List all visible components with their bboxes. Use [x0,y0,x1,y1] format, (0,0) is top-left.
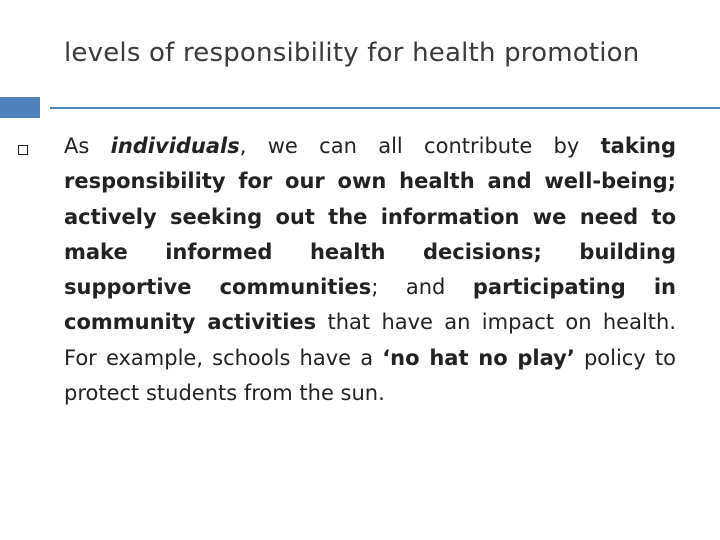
accent-divider-line [50,107,720,109]
paragraph-text: policy to protect students from the sun. [64,345,676,406]
paragraph-text: that have an impact on health. For example, schools have a [64,310,677,370]
emphasis-individuals: individuals [110,134,240,158]
emphasis-participating: participating in community activities [64,275,677,335]
paragraph-text: , [239,134,268,158]
bullet-paragraph [64,129,676,411]
paragraph-text: we can all contribute by [267,134,601,158]
paragraph-text: As [64,134,111,158]
emphasis-taking-responsibility: taking responsibility for our own health and well-being; actively seeking out the information we need to make informed health decisions; building supportive communities [64,134,676,300]
emphasis-no-hat-no-play: ‘no hat no play’ [382,345,575,370]
accent-square [0,97,40,118]
paragraph-text: ; and [371,275,473,300]
hollow-square-bullet-icon [18,145,28,155]
slide-title: levels of responsibility for health promotion [64,38,640,68]
